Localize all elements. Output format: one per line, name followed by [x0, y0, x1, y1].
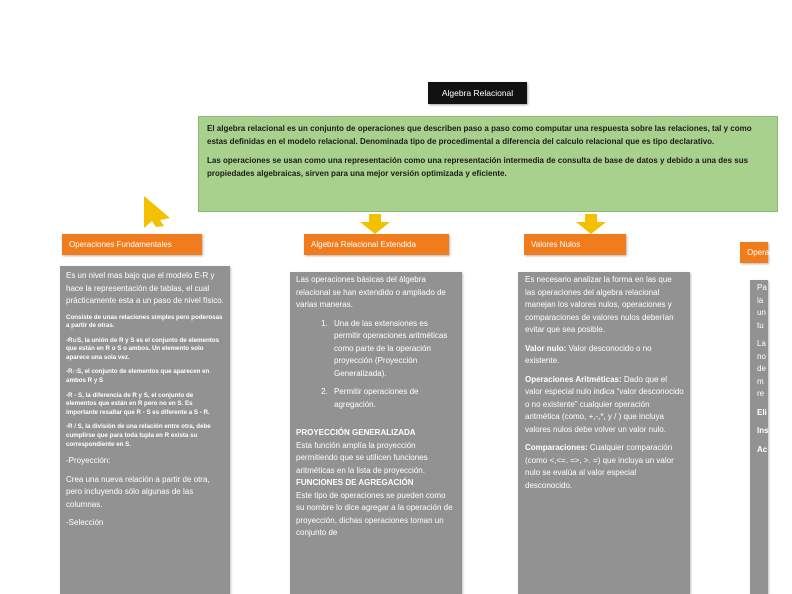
header-algebra-relacional-extendida: Algebra Relacional Extendida: [304, 234, 449, 255]
col4-line: de: [757, 364, 766, 373]
col4-line: no: [757, 351, 766, 361]
col1-paragraph: -R∩S, el conjunto de elementos que aparecen en ambos R y S: [66, 368, 210, 385]
col2-list: [296, 318, 456, 412]
col3-term: Operaciones Aritméticas:: [525, 374, 622, 384]
col2-list-item: 1. Una de las extensiones es permitir operaciones aritméticas como parte de la operación proyección (Proyección Generalizada).: [330, 318, 456, 381]
col3-text: Valor desconocido o no existente.: [525, 343, 652, 365]
col2-paragraph: Este tipo de operaciones se pueden como su nombre lo dice agregar a la operación de proyección, dichas operaciones toman un conjunto de: [296, 490, 453, 537]
intro-paragraph-2: Las operaciones se usan como una representación como una representación intermedia de consulta de base de datos y debido a una des sus propiedades algebraicas, sirven para una mejor versión optimizada y eficiente.: [207, 156, 749, 178]
col4-line: Ac: [757, 444, 768, 454]
col1-paragraph: Crea una nueva relación a partir de otra, pero incluyendo sólo algunas de las columnas.: [66, 474, 210, 509]
col3-text: Dado que el valor especial nulo indica “valor desconocido o no existente” cualquier operación aritmética (como, +,-,*, y / ) que incluya valores nulos debe volver un valor nulo.: [525, 374, 684, 434]
col4-line: Pa: [757, 283, 767, 292]
arrow-down-left-icon: [136, 196, 170, 228]
intro-paragraph-1: El algebra relacional es un conjunto de operaciones que describen paso a paso como computar una respuesta sobre las relaciones, tal y como estas definidas en el modelo relacional. Denominada tipo de procedimental a diferencia del calculo relacional que es tipo declarativo.: [207, 124, 752, 146]
col1-paragraph: -Selección: [66, 518, 104, 528]
col3-paragraph: Es necesario analizar la forma en las que las operaciones del algebra relacional manejan los valores nulos, operaciones y comparaciones de valores nulos deberían evitar que sea posible.: [525, 275, 674, 334]
header-operaciones: Operaciones: [740, 242, 768, 263]
col1-paragraph: -R / S, la división de una relación entre otra, debe cumplirse que para toda tupla en R exista su correspondiente en S.: [66, 423, 211, 448]
col3-paragraph: [525, 343, 684, 368]
col4-line: re: [757, 389, 765, 398]
panel-operaciones-fundamentales: [60, 266, 230, 594]
col4-line: la: [757, 295, 764, 305]
col2-list-item: 2. Permitir operaciones de agregación.: [330, 386, 456, 411]
intro-box: [198, 116, 778, 212]
col1-paragraph: Consiste de unas relaciones simples pero poderosas a partir de otras.: [66, 313, 223, 330]
col1-paragraph: Es un nivel mas bajo que el modelo E-R y hace la representación de tablas, el cual prácticamente esta a un paso de nivel físico.: [66, 271, 224, 305]
col4-line: tu: [757, 320, 764, 330]
panel-operaciones: [750, 280, 768, 594]
col4-line: m: [757, 376, 764, 386]
col4-line: La: [757, 339, 766, 348]
col3-paragraph: [525, 374, 684, 437]
col1-paragraph: -R - S, la diferencia de R y S, el conjunto de elementos que están en R pero no en S. Es importante resaltar que R - S es diferente a S - R.: [66, 391, 210, 416]
col1-paragraph: -Proyección:: [66, 456, 111, 466]
header-valores-nulos: Valores Nulos: [524, 234, 626, 255]
col2-paragraph: Esta función amplía la proyección permitiendo que se utilicen funciones aritméticas en la lista de proyección.: [296, 440, 428, 475]
col3-text: Cualquier comparación (como <,<=. =>, >. =) que incluya un valor nulo se evalúa al valor especial desconocido.: [525, 443, 674, 490]
col2-heading: FUNCIONES DE AGREGACIÓN: [296, 478, 414, 487]
col2-heading: PROYECCIÓN GENERALIZADA: [296, 428, 416, 437]
col3-paragraph: [525, 442, 684, 492]
arrow-down-icon: [576, 214, 606, 234]
col4-line: Eli: [757, 407, 767, 417]
main-title: Algebra Relacional: [428, 82, 527, 104]
col4-line: Ins: [757, 426, 769, 435]
arrow-down-icon: [360, 214, 390, 234]
panel-valores-nulos: [518, 272, 690, 594]
col2-paragraph: Las operaciones básicas del álgebra relacional se han extendido o ampliado de varias maneras.: [296, 275, 446, 309]
panel-algebra-relacional-extendida: [290, 272, 462, 594]
col3-term: Comparaciones:: [525, 443, 588, 452]
col4-line: un: [757, 308, 766, 317]
col3-term: Valor nulo:: [525, 343, 567, 353]
header-operaciones-fundamentales: Operaciones Fundamentales: [62, 234, 202, 255]
col1-paragraph: -R∪S, la unión de R y S es el conjunto de elementos que están en R o S o ambos. Un elemento solo aparece una sola vez.: [66, 336, 220, 361]
